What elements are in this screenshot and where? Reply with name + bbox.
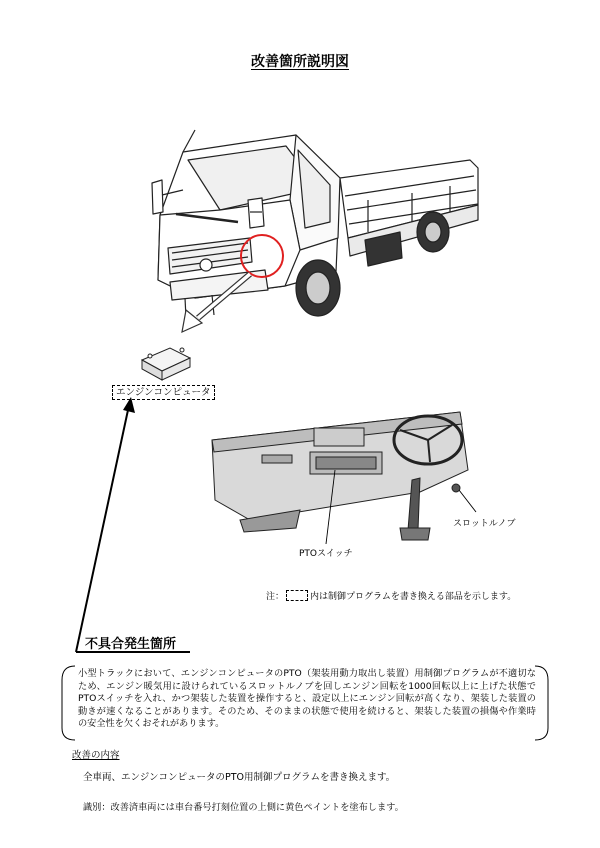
pto-switch-label: PTOスイッチ [299, 549, 353, 559]
note-prefix: 注： [266, 592, 285, 602]
truck-drawing [152, 130, 478, 318]
identification-text: 識別：改善済車両には車台番号打刻位置の上側に黄色ペイントを塗布します。 [83, 802, 404, 813]
dashboard-illustration [212, 412, 468, 540]
ecu-label: エンジンコンピュータ [112, 385, 215, 400]
defect-heading: 不具合発生箇所 [85, 637, 177, 652]
throttle-knob-label: スロットルノブ [453, 519, 516, 529]
improvement-text: 全車両、エンジンコンピュータのPTO用制御プログラムを書き換えます。 [83, 772, 396, 783]
note [266, 589, 516, 602]
note-text: 内は制御プログラムを書き換える部品を示します。 [310, 592, 517, 602]
improvement-heading: 改善の内容 [72, 750, 120, 761]
defect-description: 小型トラックにおいて、エンジンコンピュータのPTO（架装用動力取出し装置）用制御プログラムが不適切なため、エンジン暖気用に設けられているスロットルノブを回しエンジン回転を1000回転以上に上げた状態でPTOスイッチを入れ、かつ架装した装置を操作すると、設定以上にエンジン回転が高くなり、架装した装置の動きが速くなることがあります。そのため、そのままの状態で使用を続けると、架装した装置の損傷や作業時の安全性を欠くおそれがあります。 [78, 668, 536, 730]
ecu-unit-illustration [142, 348, 190, 380]
page-title: 改善箇所説明図 [251, 54, 349, 70]
throttle-leader-line [459, 490, 476, 512]
dashed-box-legend [286, 590, 308, 601]
defect-arrow [76, 397, 190, 652]
